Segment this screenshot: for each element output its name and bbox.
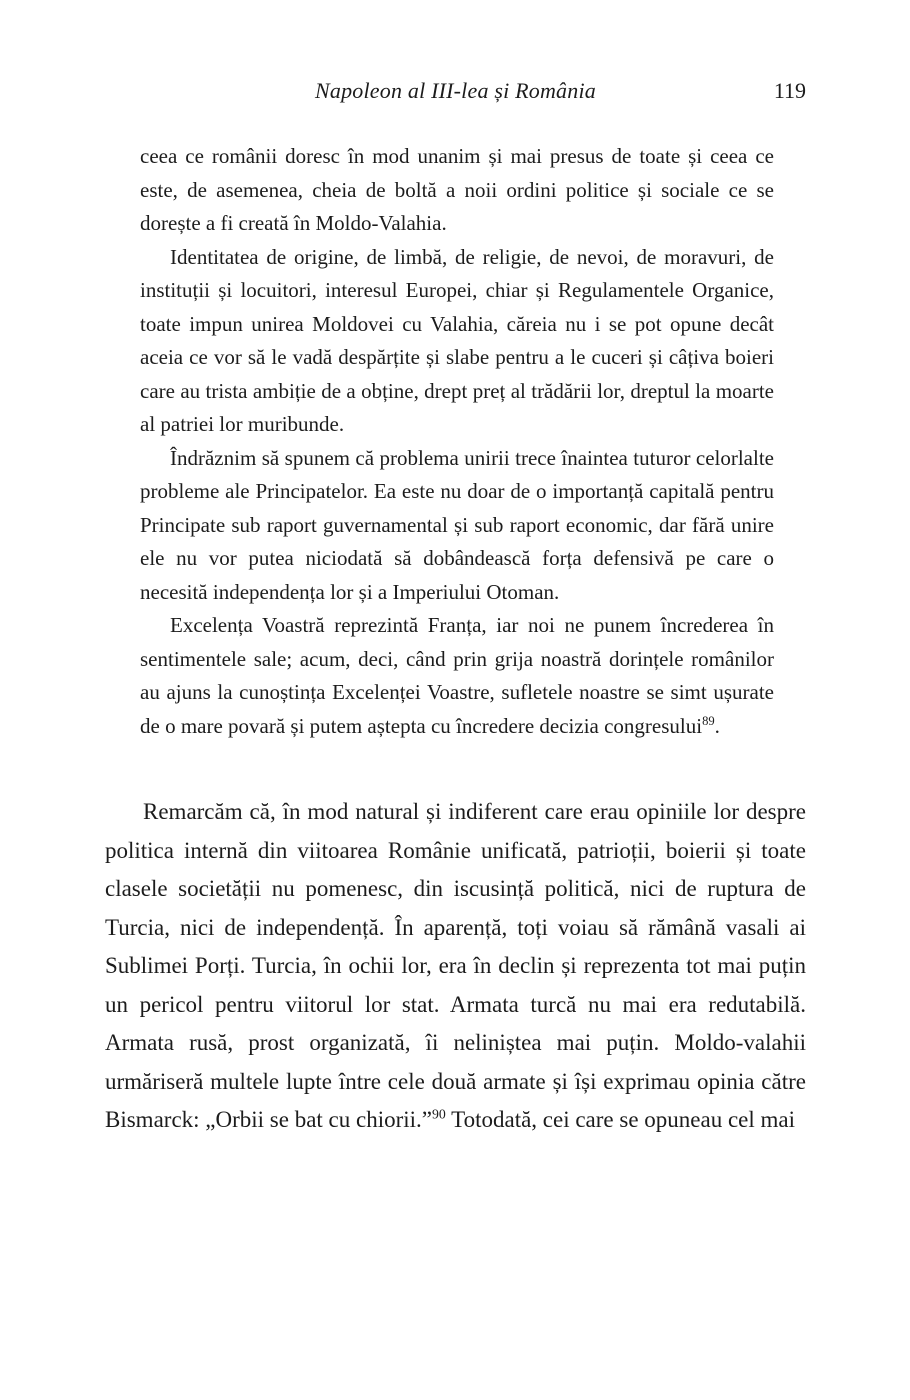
block-quote xyxy=(140,140,774,743)
body-paragraph-tail: Totodată, cei care se opuneau cel mai xyxy=(445,1107,796,1132)
running-head-title: Napoleon al III-lea și România xyxy=(315,78,596,103)
page-header xyxy=(105,76,806,106)
body-paragraph-text: Remarcăm că, în mod natural și indiferent care erau opiniile lor despre politica internă din viitoarea Românie unificată, patrioții, boierii și toate clasele societății nu pomenesc, din iscusință politică, nici de ruptura de Turcia, nici de independență. În aparență, toți voiau să rămână vasali ai Sublimei Porți. Turcia, în ochii lor, era în declin și reprezenta tot mai puțin un pericol pentru viitorul lor stat. Armata turcă nu mai era redutabilă. Armata rusă, prost organizată, îi neliniștea mai puțin. Moldo-valahii urmăriseră multele lupte între cele două armate și își exprimau opinia către Bismarck: „Orbii se bat cu chiorii.” xyxy=(105,799,806,1132)
quote-paragraph-1: ceea ce românii doresc în mod unanim și mai presus de toate și ceea ce este, de asemenea, cheia de boltă a noii ordini politice și sociale ce se dorește a fi creată în Moldo-Valahia. xyxy=(140,144,774,235)
quote-paragraph-4 xyxy=(140,609,774,743)
quote-paragraph-4-text: Excelența Voastră reprezintă Franța, iar noi ne punem încrederea în sentimentele sale; acum, deci, când prin grija noastră dorințele românilor au ajuns la cunoștința Excelenței Voastre, sufletele noastre se simt ușurate de o mare povară și putem aștepta cu încredere decizia congresului xyxy=(140,613,774,738)
body-text xyxy=(105,793,806,1140)
quote-paragraph-4-tail: . xyxy=(714,713,720,738)
body-paragraph xyxy=(105,793,806,1140)
quote-paragraph-2: Identitatea de origine, de limbă, de religie, de nevoi, de moravuri, de instituții și locuitori, interesul Europei, chiar și Regulamentele Organice, toate impun unirea Moldovei cu Valahia, căreia nu i se pot opune decât aceia ce vor să le vadă despărțite și slabe pentru a le cuceri și câțiva boieri care au trista ambiție de a obține, drept preț al trădării lor, dreptul la moarte al patriei lor muribunde. xyxy=(140,244,774,436)
footnote-ref-89: 89 xyxy=(702,713,715,728)
page-number: 119 xyxy=(773,78,806,103)
quote-paragraph-3: Îndrăznim să spunem că problema unirii trece înaintea tuturor celorlalte probleme ale Principatelor. Ea este nu doar de o importanță capitală pentru Principate sub raport guvernamental și sub raport economic, dar fără unire ele nu vor putea niciodată să dobândească forța defensivă pe care o necesită independența lor și a Imperiului Otoman. xyxy=(140,445,774,604)
footnote-ref-90: 90 xyxy=(432,1106,446,1122)
